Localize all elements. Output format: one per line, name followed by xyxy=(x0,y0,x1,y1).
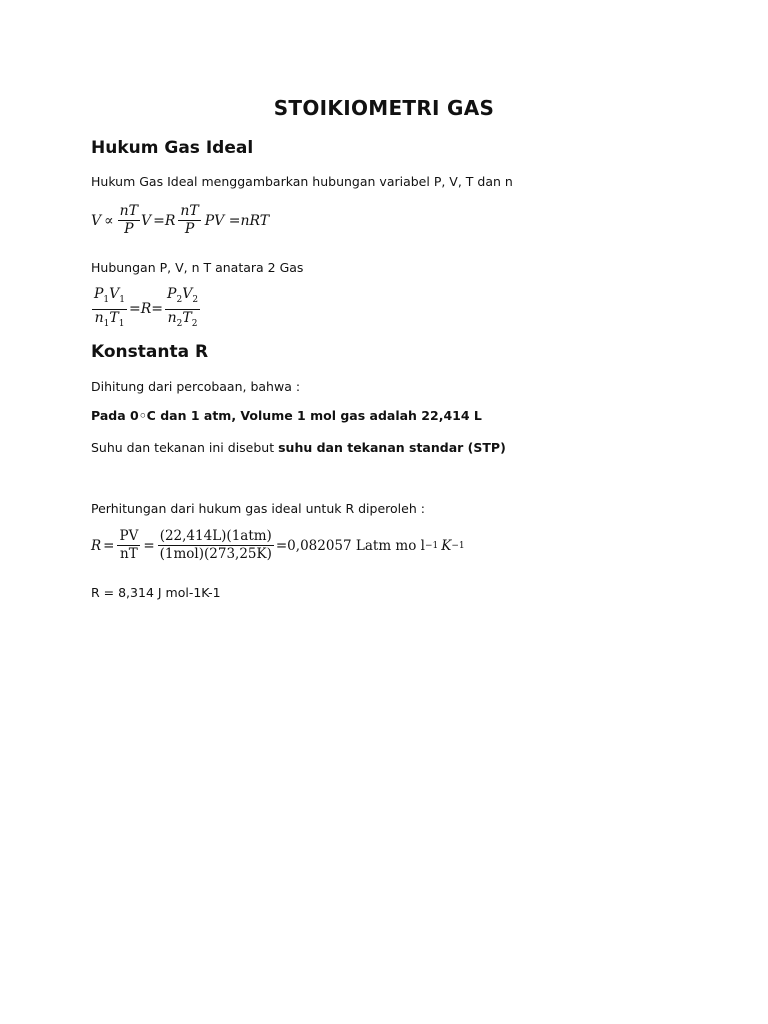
eq1-proportional-symbol: ∝ xyxy=(104,212,114,229)
eq3-exp1: −1 xyxy=(424,540,439,551)
eq3-k: K xyxy=(441,537,452,554)
section-heading-konstanta: Konstanta R xyxy=(91,342,209,362)
eq1-eq-r: =R xyxy=(153,212,176,229)
eq1-denominator-2: P xyxy=(184,221,195,237)
r-value-si: R = 8,314 J mol-1K-1 xyxy=(91,585,221,600)
stp-statement: Pada 0◦C dan 1 atm, Volume 1 mol gas adalah 22,414 L xyxy=(91,408,482,423)
eq1-denominator: P xyxy=(124,221,134,237)
section-heading-gas-ideal: Hukum Gas Ideal xyxy=(91,138,254,158)
eq3-result: =0,082057 Latm mo l xyxy=(275,537,425,554)
calculation-intro: Perhitungan dari hukum gas ideal untuk R diperoleh : xyxy=(91,501,425,516)
eq3-fraction-symbolic xyxy=(117,528,140,563)
eq3-exp2: −1 xyxy=(451,540,465,551)
eq3-r: R xyxy=(91,537,102,554)
stp-definition-plain: Suhu dan tekanan ini disebut xyxy=(91,440,279,455)
eq1-v2: V xyxy=(140,212,152,229)
eq3-nt: nT xyxy=(120,546,138,562)
eq1-pvnrt: PV =nRT xyxy=(204,212,270,229)
percobaan-text: Dihitung dari percobaan, bahwa : xyxy=(91,379,301,394)
stp-definition-bold: suhu dan tekanan standar (STP) xyxy=(278,440,506,455)
eq1-numerator-2: nT xyxy=(180,203,199,219)
intro-text: Hukum Gas Ideal menggambarkan hubungan variabel P, V, T dan n xyxy=(91,174,513,189)
eq2-fraction-left xyxy=(92,286,127,333)
eq3-pv: PV xyxy=(119,528,139,544)
eq1-numerator: nT xyxy=(119,203,138,219)
relation-text: Hubungan P, V, n T anatara 2 Gas xyxy=(91,260,304,275)
eq1-fraction-1 xyxy=(118,203,140,238)
equation-ideal-gas xyxy=(91,203,269,238)
eq2-left-denominator: $n_1T_1$ xyxy=(94,309,125,329)
page-title: STOIKIOMETRI GAS xyxy=(273,96,495,120)
eq2-left-numerator: $P_1V_1$ xyxy=(92,286,127,310)
eq1-fraction-2 xyxy=(178,203,200,238)
eq2-fraction-right xyxy=(165,286,200,333)
equation-two-gases xyxy=(91,286,201,333)
eq2-right-denominator: $n_2T_2$ xyxy=(167,309,198,329)
eq3-values-numerator: (22,414L)(1atm) xyxy=(158,528,274,546)
eq2-middle: =R= xyxy=(129,301,164,318)
eq3-fraction-values xyxy=(158,528,274,563)
stp-definition xyxy=(91,440,506,455)
eq3-values-denominator: (1mol)(273,25K) xyxy=(159,546,272,562)
eq2-right-numerator: $P_2V_2$ xyxy=(165,286,200,310)
eq1-v: V xyxy=(91,212,102,229)
equation-r-calculation: R = $\frac{PV}{nT}$ = $\frac{\text{(22,414L)(1atm)}}{\text{(1mol)(273,25K)}}$ =0,082057 Latm mo l −1 K −1 xyxy=(91,528,465,562)
